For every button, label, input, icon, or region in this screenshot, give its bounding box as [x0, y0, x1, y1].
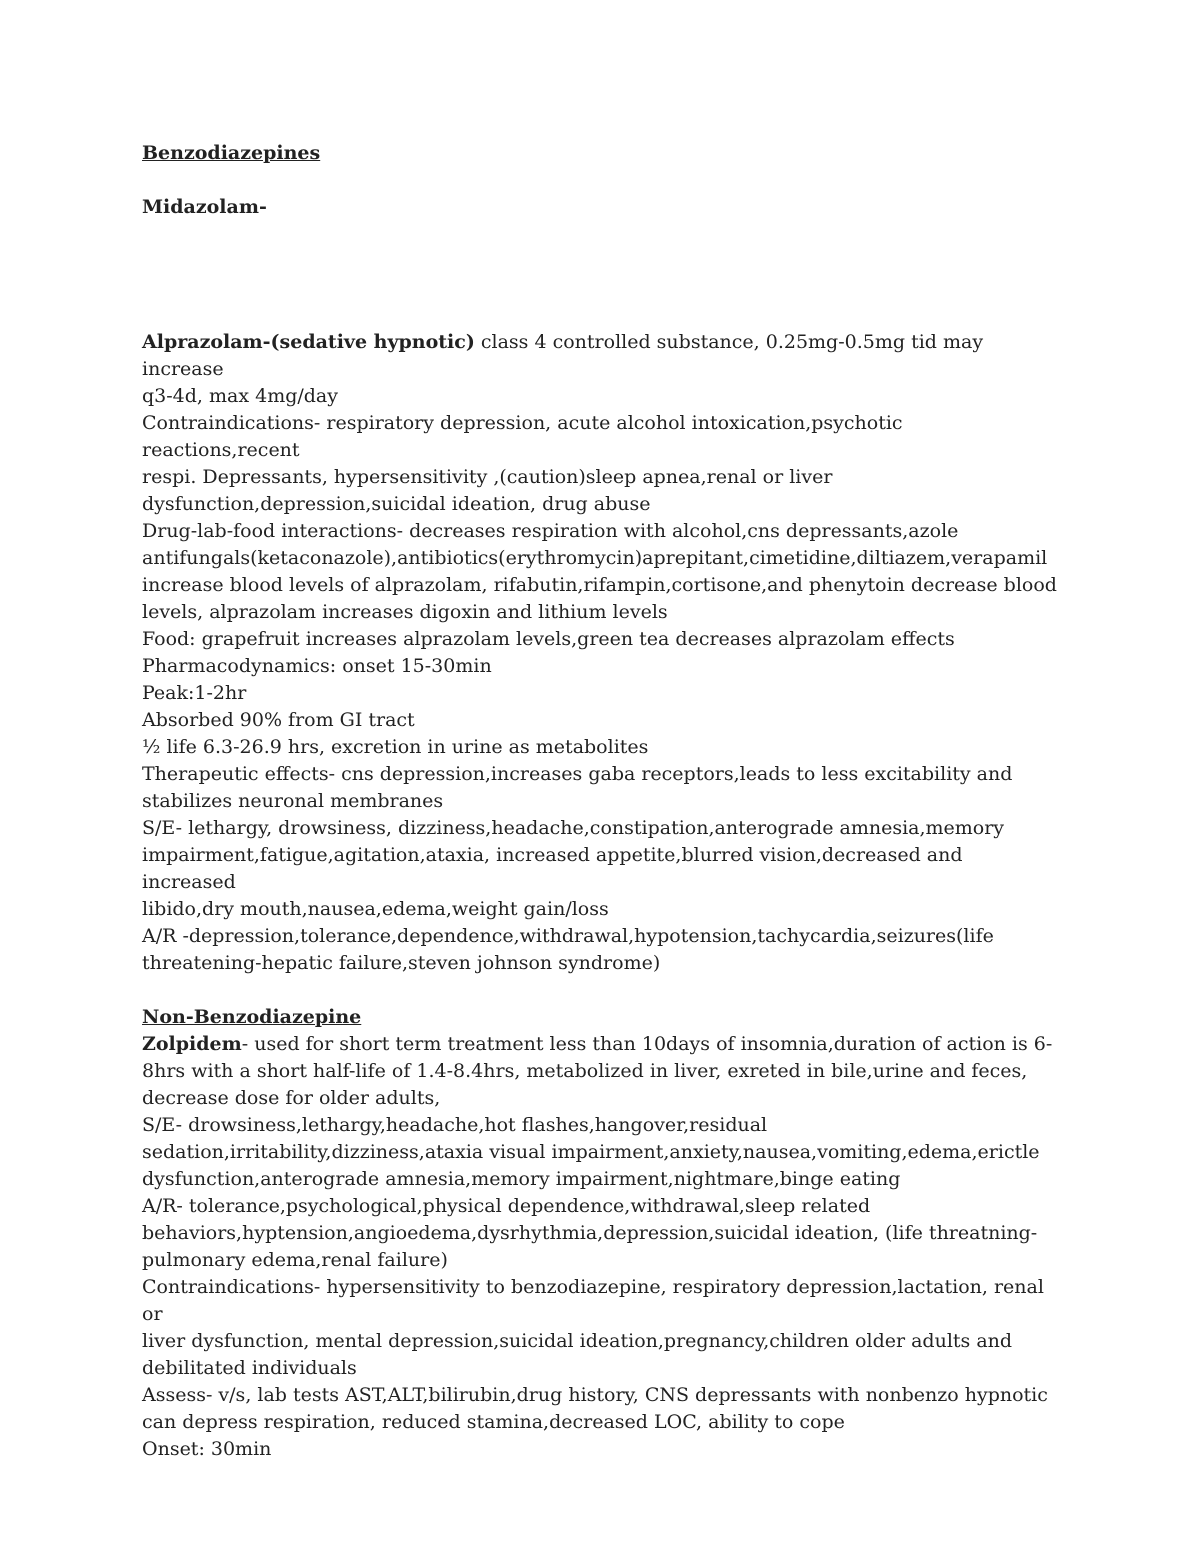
alprazolam-intro-line: q3-4d, max 4mg/day [142, 385, 338, 407]
section-heading-benzodiazepines: Benzodiazepines [142, 142, 321, 164]
drug-title-midazolam: Midazolam- [142, 196, 267, 218]
zolpidem-intro-line: decrease dose for older adults, [142, 1087, 441, 1109]
alprazolam-line: threatening-hepatic failure,steven johnson syndrome) [142, 952, 661, 974]
alprazolam-line: Peak:1-2hr [142, 682, 247, 704]
zolpidem-line: debilitated individuals [142, 1357, 357, 1379]
zolpidem-intro-line [142, 1031, 1062, 1058]
zolpidem-line: Contraindications- hypersensitivity to benzodiazepine, respiratory depression,lactation, renal or [142, 1276, 1044, 1325]
spacer [142, 221, 1062, 329]
section-heading-non-benzodiazepine: Non-Benzodiazepine [142, 1006, 362, 1028]
zolpidem-line: pulmonary edema,renal failure) [142, 1249, 448, 1271]
alprazolam-line: levels, alprazolam increases digoxin and lithium levels [142, 601, 668, 623]
zolpidem-line: behaviors,hyptension,angioedema,dysrhythmia,depression,suicidal ideation, (life threatning- [142, 1222, 1038, 1244]
zolpidem-line: dysfunction,anterograde amnesia,memory impairment,nightmare,binge eating [142, 1168, 901, 1190]
alprazolam-line: Contraindications- respiratory depression, acute alcohol intoxication,psychotic reactions,recent [142, 412, 903, 461]
drug-title-alprazolam: Alprazolam-(sedative hypnotic) [142, 331, 475, 353]
zolpidem-line: can depress respiration, reduced stamina,decreased LOC, ability to cope [142, 1411, 845, 1433]
alprazolam-line: stabilizes neuronal membranes [142, 790, 444, 812]
zolpidem-intro-line: 8hrs with a short half-life of 1.4-8.4hrs, metabolized in liver, exreted in bile,urine and feces, [142, 1060, 1028, 1082]
alprazolam-line: increase blood levels of alprazolam, rifabutin,rifampin,cortisone,and phenytoin decrease blood [142, 574, 1057, 596]
zolpidem-line: Onset: 30min [142, 1438, 272, 1460]
drug-title-zolpidem: Zolpidem [142, 1033, 242, 1055]
alprazolam-line: Therapeutic effects- cns depression,increases gaba receptors,leads to less excitability and [142, 763, 1013, 785]
alprazolam-line: Food: grapefruit increases alprazolam levels,green tea decreases alprazolam effects [142, 628, 955, 650]
alprazolam-line: ½ life 6.3-26.9 hrs, excretion in urine as metabolites [142, 736, 649, 758]
alprazolam-line: Pharmacodynamics: onset 15-30min [142, 655, 492, 677]
document-body [142, 140, 1062, 1463]
zolpidem-intro-text: - used for short term treatment less than 10days of insomnia,duration of action is 6- [241, 1033, 1053, 1055]
alprazolam-line: dysfunction,depression,suicidal ideation, drug abuse [142, 493, 651, 515]
alprazolam-line: S/E- lethargy, drowsiness, dizziness,headache,constipation,anterograde amnesia,memory [142, 817, 1005, 839]
zolpidem-line: S/E- drowsiness,lethargy,headache,hot flashes,hangover,residual [142, 1114, 768, 1136]
zolpidem-line: sedation,irritability,dizziness,ataxia visual impairment,anxiety,nausea,vomiting,edema,erictle [142, 1141, 1040, 1163]
alprazolam-line: antifungals(ketaconazole),antibiotics(erythromycin)aprepitant,cimetidine,diltiazem,verapamil [142, 547, 1048, 569]
spacer [142, 977, 1062, 1004]
alprazolam-line: libido,dry mouth,nausea,edema,weight gain/loss [142, 898, 609, 920]
zolpidem-line: A/R- tolerance,psychological,physical dependence,withdrawal,sleep related [142, 1195, 871, 1217]
alprazolam-intro-text: class 4 controlled substance, 0.25mg-0.5mg tid may increase [142, 331, 984, 380]
alprazolam-line: impairment,fatigue,agitation,ataxia, increased appetite,blurred vision,decreased and increased [142, 844, 963, 893]
alprazolam-line: A/R -depression,tolerance,dependence,withdrawal,hypotension,tachycardia,seizures(life [142, 925, 994, 947]
spacer [142, 167, 1062, 194]
zolpidem-line: Assess- v/s, lab tests AST,ALT,bilirubin,drug history, CNS depressants with nonbenzo hypnotic [142, 1384, 1048, 1406]
alprazolam-intro-line [142, 329, 1062, 383]
alprazolam-line: Drug-lab-food interactions- decreases respiration with alcohol,cns depressants,azole [142, 520, 959, 542]
alprazolam-line: Absorbed 90% from GI tract [142, 709, 415, 731]
alprazolam-line: respi. Depressants, hypersensitivity ,(caution)sleep apnea,renal or liver [142, 466, 833, 488]
zolpidem-line: liver dysfunction, mental depression,suicidal ideation,pregnancy,children older adults and [142, 1330, 1013, 1352]
